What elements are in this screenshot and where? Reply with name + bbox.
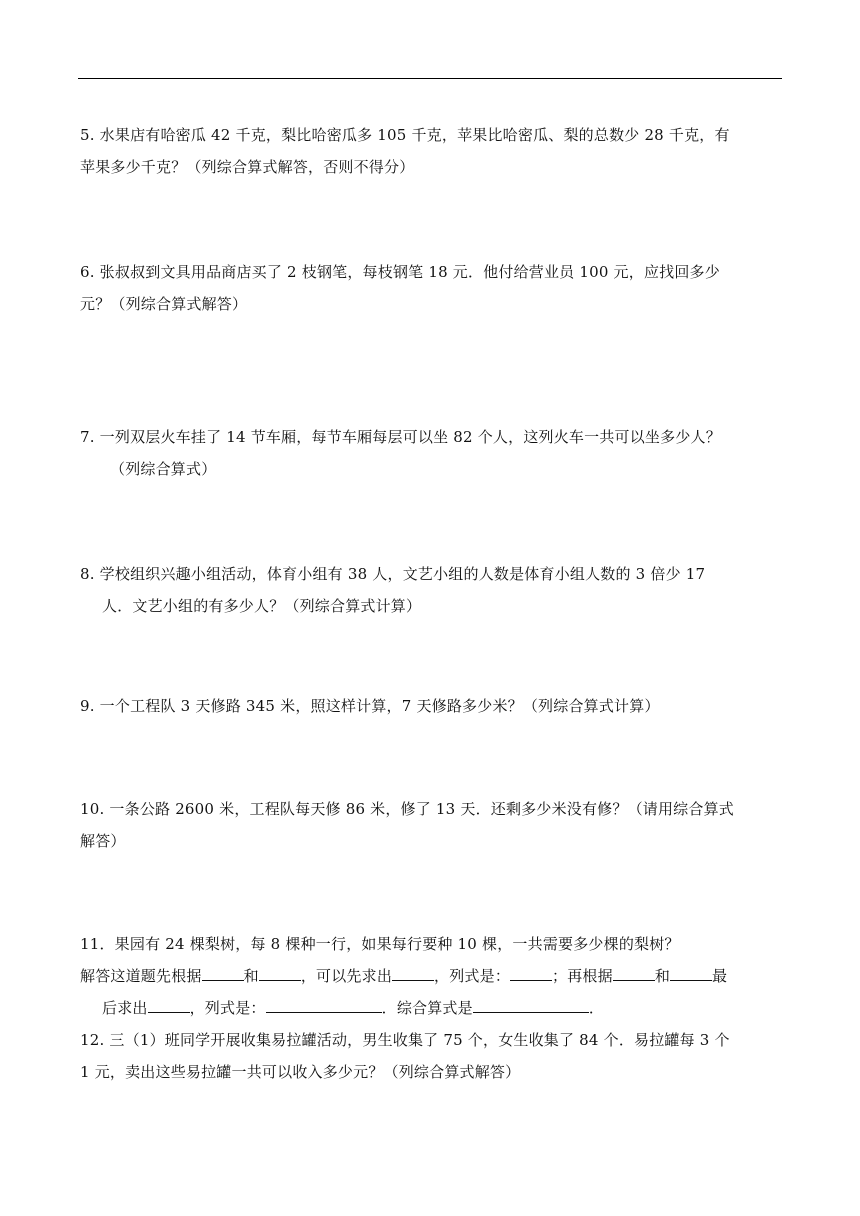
question-6-line-1: 6. 张叔叔到文具用品商店买了 2 枝钢笔，每枝钢笔 18 元．他付给营业员 100 元，应找回多少 (80, 263, 720, 281)
question-9-line-1: 9. 一个工程队 3 天修路 345 米，照这样计算，7 天修路多少米？（列综合算式计算） (80, 697, 660, 715)
q11-text-k: ． (588, 999, 605, 1017)
question-8 (80, 558, 782, 622)
question-12-line-2: 1 元，卖出这些易拉罐一共可以收入多少元？（列综合算式解答） (80, 1063, 521, 1081)
question-10-line-1: 10. 一条公路 2600 米，工程队每天修 86 米，修了 13 天．还剩多少米没有修？（请用综合算式 (80, 800, 734, 818)
header-rule (78, 78, 782, 79)
question-12 (80, 1024, 782, 1088)
blank-3[interactable] (392, 962, 434, 981)
question-11-line-1: 11．果园有 24 棵梨树，每 8 棵种一行，如果每行要种 10 棵，一共需要多少棵的梨树？ (80, 935, 680, 953)
blank-1[interactable] (202, 962, 244, 981)
question-11-line-2 (80, 960, 782, 992)
q11-text-j: ．综合算式是 (381, 999, 473, 1017)
blank-6[interactable] (670, 962, 712, 981)
question-11 (80, 928, 782, 1024)
question-10-line-2: 解答） (80, 832, 126, 850)
q11-text-b: 和 (243, 967, 259, 985)
question-7-line-2: （列综合算式） (110, 460, 217, 478)
blank-5[interactable] (613, 962, 655, 981)
q11-text-c: ，可以先求出 (300, 967, 393, 985)
question-9 (80, 690, 782, 722)
q11-text-g: 最 (712, 967, 728, 985)
question-8-line-2: 人．文艺小组的有多少人？（列综合算式计算） (102, 597, 422, 615)
blank-8[interactable] (266, 994, 382, 1013)
blank-7[interactable] (148, 994, 190, 1013)
q11-text-f: 和 (654, 967, 671, 985)
question-6-line-2: 元？（列综合算式解答） (80, 295, 248, 313)
blank-4[interactable] (510, 962, 552, 981)
question-5-line-1: 5. 水果店有哈密瓜 42 千克，梨比哈密瓜多 105 千克，苹果比哈密瓜、梨的总数少 28 千克，有 (80, 126, 730, 144)
q11-text-d: ，列式是： (434, 967, 511, 985)
question-6 (80, 256, 782, 320)
q11-text-h: 后求出 (102, 999, 148, 1017)
question-7 (80, 421, 782, 485)
q11-text-i: ，列式是： (189, 999, 266, 1017)
question-7-line-1: 7. 一列双层火车挂了 14 节车厢，每节车厢每层可以坐 82 个人，这列火车一共可以坐多少人？ (80, 428, 721, 446)
blank-9[interactable] (473, 994, 589, 1013)
q11-text-a: 解答这道题先根据 (80, 967, 202, 985)
blank-2[interactable] (259, 962, 301, 981)
q11-text-e: ；再根据 (552, 967, 613, 985)
question-12-line-1: 12. 三（1）班同学开展收集易拉罐活动，男生收集了 75 个，女生收集了 84 个．易拉罐每 3 个 (80, 1031, 730, 1049)
question-10 (80, 793, 782, 857)
question-8-line-1: 8. 学校组织兴趣小组活动，体育小组有 38 人，文艺小组的人数是体育小组人数的 3 倍少 17 (80, 565, 706, 583)
question-5 (80, 119, 782, 183)
question-11-line-3 (80, 992, 782, 1024)
question-5-line-2: 苹果多少千克？（列综合算式解答，否则不得分） (80, 158, 415, 176)
